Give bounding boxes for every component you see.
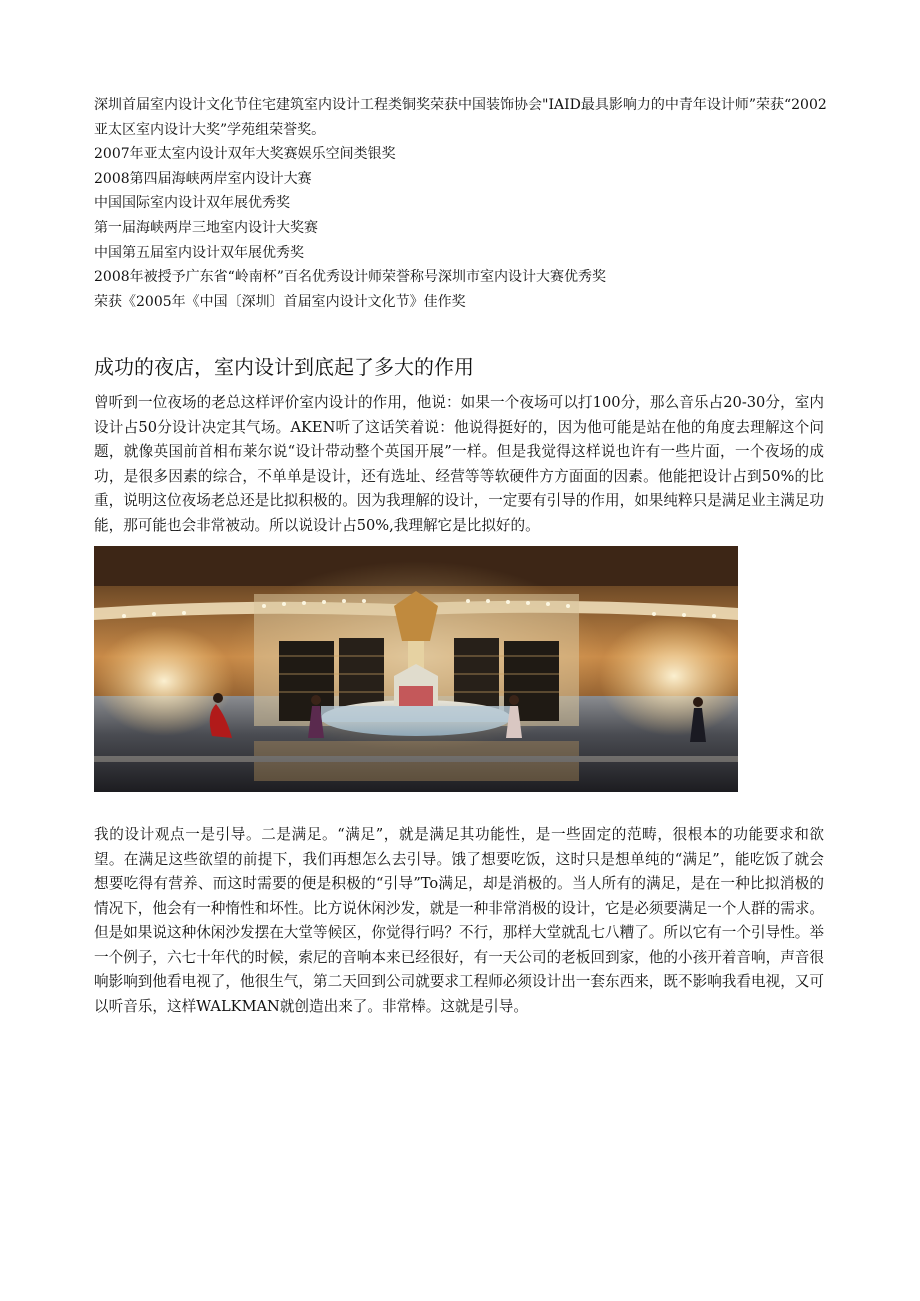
nightclub-interior-image	[94, 546, 738, 792]
award-item: 荣获《2005年《中国〔深圳〕首届室内设计文化节》佳作奖	[94, 293, 466, 310]
award-item: 2008年被授予广东省“岭南杯”百名优秀设计师荣誉称号深圳市室内设计大赛优秀奖	[94, 269, 606, 286]
body-paragraph-2: 我的设计观点一是引导。二是满足。“满足”，就是满足其功能性，是一些固定的范畴，很根本的功能要求和欲望。在满足这些欲望的前提下，我们再想怎么去引导。饿了想要吃饭，这时只是想单纯的“满足”，能吃饭了就会想要吃得有营养、而这时需要的便是积极的“引导”To满足，却是消极的。当人所有的满足，是在一种比拟消极的情况下，他会有一种惰性和坏性。比方说休闲沙发，就是一种非常消极的设计，它是必须要满足一个人群的需求。但是如果说这种休闲沙发摆在大堂等候区，你觉得行吗？不行，那样大堂就乱七八糟了。所以它有一个引导性。举一个例子，六七十年代的时候，索尼的音响本来已经很好，有一天公司的老板回到家，他的小孩开着音响，声音很响影响到他看电视了，他很生气，第二天回到公司就要求工程师必须设计出一套东西来，既不影响我看电视，又可以听音乐，这样WALKMAN就创造出来了。非常棒。这就是引导。	[94, 826, 824, 1015]
award-item: 2008第四届海峡两岸室内设计大赛	[94, 170, 312, 187]
section-title: 成功的夜店，室内设计到底起了多大的作用	[94, 355, 474, 379]
award-item: 2007年亚太室内设计双年大奖赛娱乐空间类银奖	[94, 146, 396, 163]
nightclub-rendering	[94, 546, 738, 792]
award-item: 第一届海峡两岸三地室内设计大奖赛	[94, 219, 318, 236]
body-paragraph-1: 曾听到一位夜场的老总这样评价室内设计的作用，他说：如果一个夜场可以打100分，那么音乐占20-30分，室内设计占50分设计决定其气场。AKEN听了这话笑着说：他说得挺好的，因为他可能是站在他的角度去理解这个问题，就像英国前首相布莱尔说“设计带动整个英国开展”一样。但是我觉得这样说也许有一些片面，一个夜场的成功，是很多因素的综合，不单单是设计，还有选址、经营等等软硬件方方面面的因素。他能把设计占到50%的比重，说明这位夜场老总还是比拟积极的。因为我理解的设计，一定要有引导的作用，如果纯粹只是满足业主满足功能，那可能也会非常被动。所以说设计占50%,我理解它是比拟好的。	[94, 394, 824, 534]
award-item: 中国国际室内设计双年展优秀奖	[94, 195, 290, 212]
award-item: 中国第五届室内设计双年展优秀奖	[94, 244, 304, 261]
award-item: 深圳首届室内设计文化节住宅建筑室内设计工程类铜奖荣获中国装饰协会"IAID最具影响力的中青年设计师”荣获“2002亚太区室内设计大奖”学苑组荣誉奖。	[94, 97, 827, 138]
awards-list	[94, 93, 834, 314]
